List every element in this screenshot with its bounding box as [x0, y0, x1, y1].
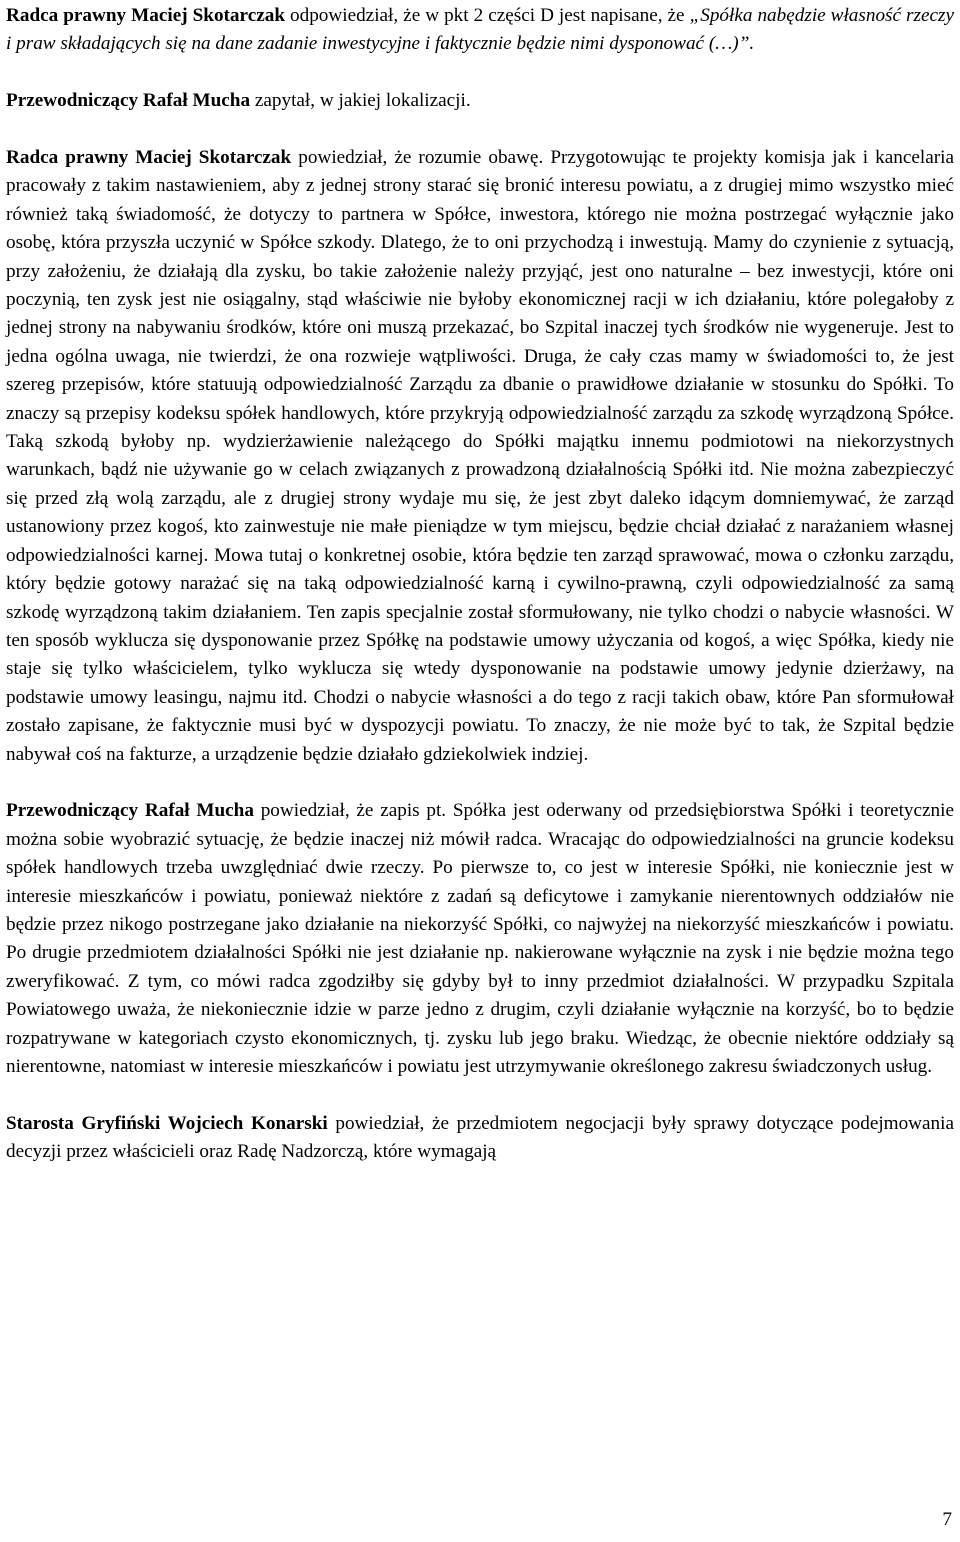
speaker-name: Przewodniczący Rafał Mucha — [6, 800, 254, 822]
paragraph-1 — [6, 2, 954, 59]
page-number: 7 — [942, 1509, 952, 1530]
paragraph-text: powiedział, że rozumie obawę. Przygotowując te projekty komisja jak i kancelaria pracowały z takim nastawieniem, aby z jednej strony starać się bronić interesu powiatu, a z drugiej mimo wszystko mieć również taką świadomość, że dotyczy to partnera w Spółce, inwestora, którego nie można postrzegać wyłącznie jako osobę, która przyszła uczynić w Spółce szkody. Dlatego, że to oni przychodzą i inwestują. Mamy do czynienie z sytuacją, przy założeniu, że działają dla zysku, bo takie założenie należy przyjąć, jest ono naturalne – bez inwestycji, które oni poczynią, ten zysk jest nie osiągalny, stąd właściwie nie byłoby ekonomicznej racji w ich działaniu, które polegałoby z jednej strony na nabywaniu środków, które oni muszą przekazać, bo Szpital inaczej tych środków nie wygeneruje. Jest to jedna ogólna uwaga, nie twierdzi, że ona rozwieje wątpliwości. Druga, że cały czas mamy w świadomości to, że jest szereg przepisów, które statuują odpowiedzialność Zarządu za dbanie o prawidłowe działanie w stosunku do Spółki. To znaczy są przepisy kodeksu spółek handlowych, które przykryją odpowiedzialność zarządu za szkodę wyrządzoną Spółce. Taką szkodą byłoby np. wydzierżawienie należącego do Spółki majątku innemu podmiotowi na niekorzystnych warunkach, bądź nie używanie go w celach związanych z prowadzoną działalnością Spółki itd. Nie można zabezpieczyć się przed złą wolą zarządu, ale z drugiej strony wydaje mu się, że jest zbyt daleko idącym domniemywać, że zarząd ustanowiony przez kogoś, kto zainwestuje nie małe pieniądze w tym miejscu, będzie chciał działać z narażaniem własnej odpowiedzialności karnej. Mowa tutaj o konkretnej osobie, która będzie ten zarząd sprawować, mowa o członku zarządu, który będzie gotowy narażać się na taką odpowiedzialność karną i cywilno-prawną, czyli odpowiedzialność za samą szkodę wyrządzoną takim działaniem. Ten zapis specjalnie został sformułowany, nie tylko chodzi o nabycie własności. W ten sposób wyklucza się dysponowanie przez Spółkę na podstawie umowy użyczania od kogoś, a więc Spółka, kiedy nie staje się tylko właścicielem, tylko wyklucza się wtedy dysponowanie na podstawie umowy jedynie dzierżawy, na podstawie umowy leasingu, najmu itd. Chodzi o nabycie własności a do tego z racji takich obaw, które Pan sformułował zostało zapisane, że faktycznie musi być w dyspozycji powiatu. To znaczy, że nie może być to tak, że Szpital będzie nabywał coś na fakturze, a urządzenie będzie działało gdziekolwiek indziej. — [6, 147, 954, 765]
paragraph-2 — [6, 87, 954, 115]
paragraph-5 — [6, 1110, 954, 1167]
paragraph-3 — [6, 144, 954, 769]
paragraph-text: powiedział, że przedmiotem negocjacji były sprawy dotyczące podejmowania decyzji przez właścicieli oraz Radę Nadzorczą, które wymagają — [6, 1112, 954, 1163]
speaker-name: Radca prawny Maciej Skotarczak — [6, 147, 292, 168]
paragraph-text: odpowiedział, że w pkt 2 części D jest napisane, że — [285, 5, 690, 26]
speaker-name: Przewodniczący Rafał Mucha — [6, 90, 251, 112]
paragraph-text: powiedział, że zapis pt. Spółka jest oderwany od przedsiębiorstwa Spółki i teoretycznie można sobie wyobrazić sytuację, że będzie inaczej niż mówił radca. Wracając do odpowiedzialności na gruncie kodeksu spółek handlowych trzeba uwzględniać dwie rzeczy. Po pierwsze to, co jest w interesie Spółki, nie koniecznie jest w interesie mieszkańców i powiatu, ponieważ niektóre z zadań są deficytowe i zamykanie nierentownych oddziałów nie będzie przez nikogo postrzegane jako działanie na niekorzyść Spółki, co najwyżej na niekorzyść mieszkańców i powiatu. Po drugie przedmiotem działalności Spółki nie jest działanie np. nakierowane wyłącznie na zysk i nie będzie można tego zweryfikować. Z tym, co mówi radca zgodziłby się gdyby był to inny przedmiot działalności. W przypadku Szpitala Powiatowego uważa, że niekoniecznie idzie w parze jedno z drugim, czyli działanie wyłącznie na korzyść, bo to będzie rozpatrywane w kategoriach czysto ekonomicznych, tj. zysku lub jego braku. Wiedząc, że obecnie niektóre oddziały są nierentowne, natomiast w interesie mieszkańców i powiatu jest utrzymywanie określonego zakresu świadczonych usług. — [6, 800, 954, 1077]
document-page — [6, 2, 954, 1167]
speaker-name: Starosta Gryfiński Wojciech Konarski — [6, 1112, 328, 1134]
quoted-text: „Spółka nabędzie własność rzeczy i praw składających się na dane zadanie inwestycyjne i faktycznie będzie nimi dysponować (…)”. — [6, 5, 954, 55]
speaker-name: Radca prawny Maciej Skotarczak — [6, 5, 285, 26]
paragraph-text: zapytał, w jakiej lokalizacji. — [250, 90, 471, 112]
paragraph-4 — [6, 797, 954, 1081]
